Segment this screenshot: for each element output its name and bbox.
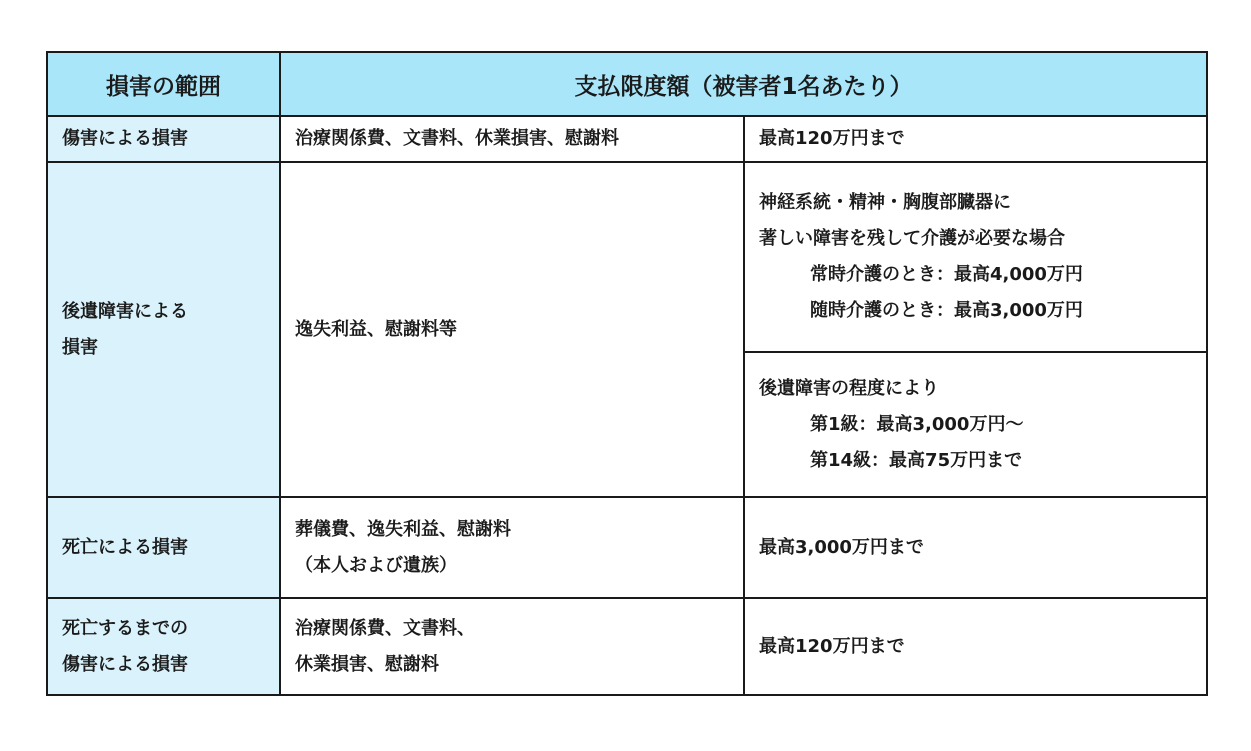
row-category-cell — [47, 497, 280, 598]
row-limit: 最高120万円まで — [759, 635, 905, 657]
row-limit: 後遺障害の程度により 第1級：最高3,000万円～ 第14級：最高75万円まで — [759, 377, 1024, 471]
row-category: 死亡するまでの 傷害による損害 — [62, 617, 188, 675]
row-items-cell — [280, 162, 744, 497]
row-limit-cell — [744, 497, 1207, 598]
row-items-cell — [280, 116, 744, 162]
row-limit-cell — [744, 352, 1207, 497]
row-category: 後遺障害による 損害 — [62, 300, 188, 358]
row-category: 傷害による損害 — [62, 128, 188, 149]
table-row — [47, 116, 1207, 162]
row-limit: 最高120万円まで — [759, 128, 905, 149]
row-items: 逸失利益、慰謝料等 — [295, 318, 457, 340]
row-limit-cell — [744, 162, 1207, 352]
row-items: 治療関係費、文書料、休業損害、慰謝料 — [295, 128, 619, 149]
header-limit: 支払限度額（被害者1名あたり） — [280, 52, 1207, 116]
row-limit: 最高3,000万円まで — [759, 536, 924, 558]
row-category: 死亡による損害 — [62, 536, 188, 558]
header-category: 損害の範囲 — [47, 52, 280, 116]
row-items: 葬儀費、逸失利益、慰謝料 （本人および遺族） — [295, 518, 511, 576]
row-category-cell — [47, 162, 280, 497]
row-items-cell — [280, 598, 744, 695]
row-category-cell — [47, 598, 280, 695]
row-items-cell — [280, 497, 744, 598]
row-limit-cell — [744, 116, 1207, 162]
table-row — [47, 497, 1207, 598]
row-items: 治療関係費、文書料、 休業損害、慰謝料 — [295, 617, 475, 675]
row-limit-cell — [744, 598, 1207, 695]
row-limit: 神経系統・精神・胸腹部臓器に 著しい障害を残して介護が必要な場合 常時介護のとき：最高4,000万円 随時介護のとき：最高3,000万円 — [759, 192, 1083, 321]
table-row — [47, 598, 1207, 695]
header-row — [47, 52, 1207, 116]
liability-limit-table — [46, 51, 1208, 696]
table-row — [47, 162, 1207, 352]
row-category-cell — [47, 116, 280, 162]
